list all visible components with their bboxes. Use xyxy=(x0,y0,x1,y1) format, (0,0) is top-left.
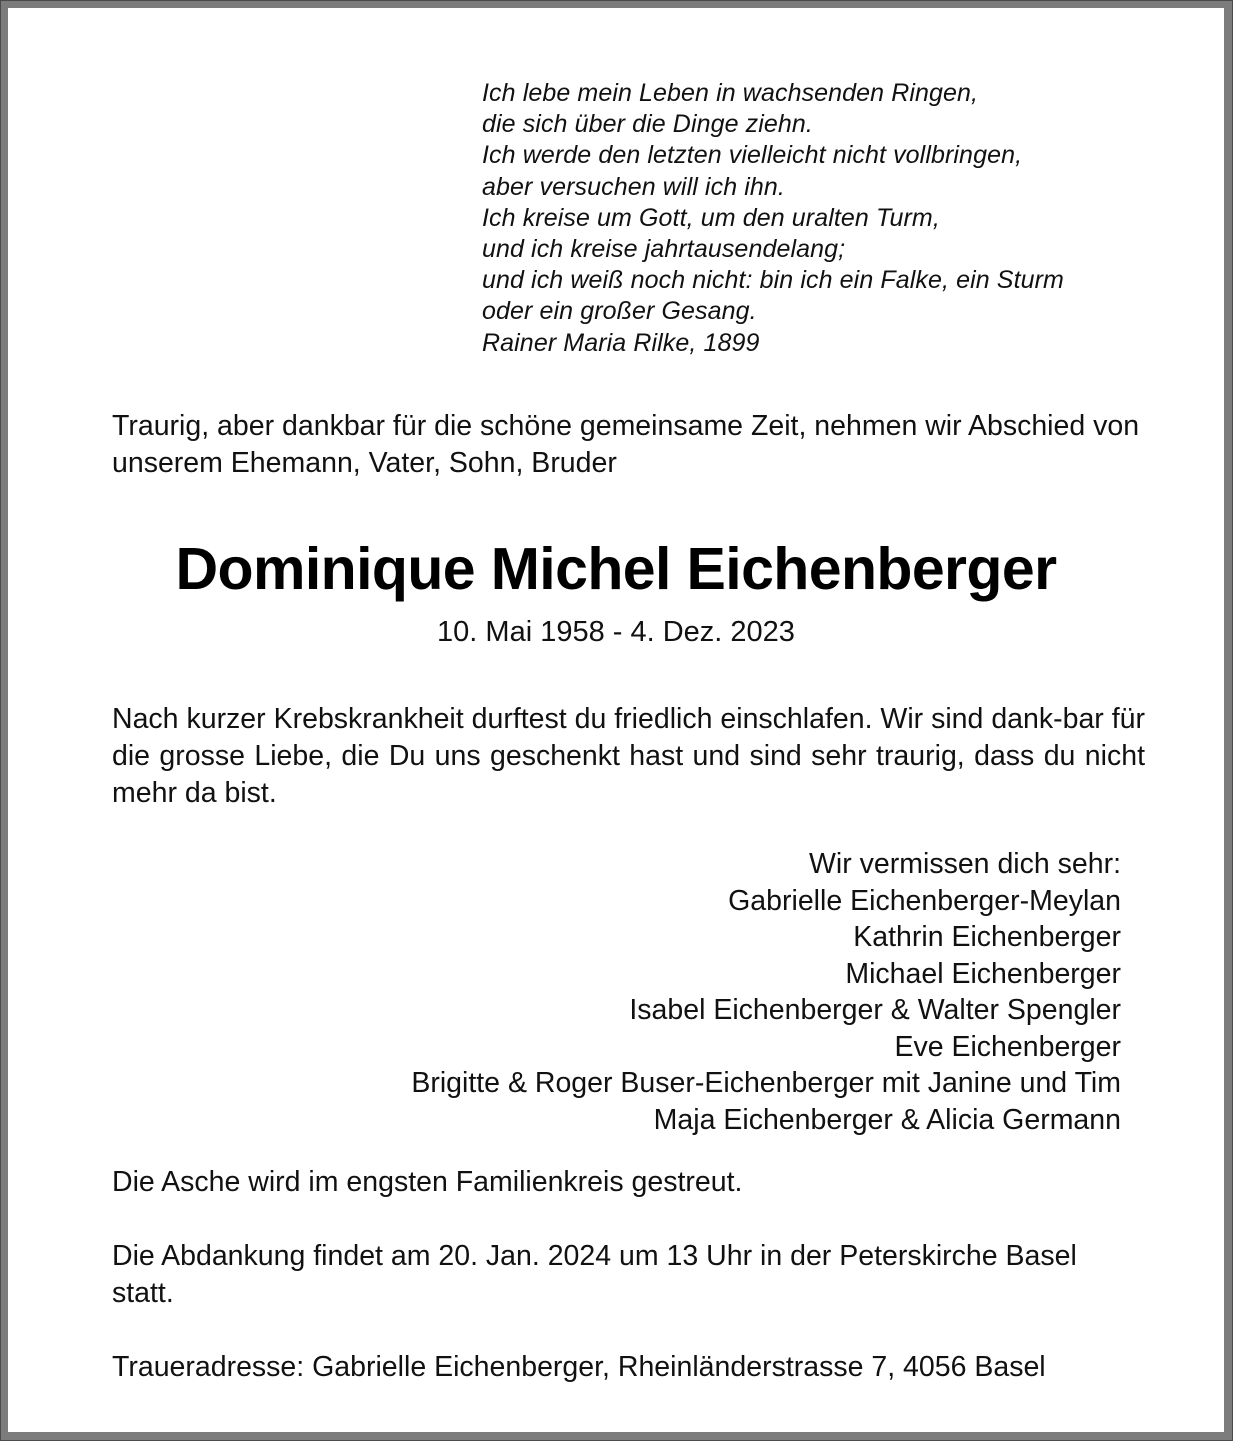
mourner-name: Eve Eichenberger xyxy=(894,1030,1121,1063)
mourner-name: Isabel Eichenberger & Walter Spengler xyxy=(629,994,1121,1026)
mourner-name: Gabrielle Eichenberger-Meylan xyxy=(728,884,1121,917)
poem-line-2: die sich über die Dinge ziehn. xyxy=(482,110,813,139)
mourner-name: Kathrin Eichenberger xyxy=(853,921,1121,953)
mourner-name: Michael Eichenberger xyxy=(845,957,1121,990)
poem-line-5: Ich kreise um Gott, um den uralten Turm, xyxy=(482,203,940,232)
poem-line-3: Ich werde den letzten vielleicht nicht vollbringen, xyxy=(482,141,1023,170)
poem-line-6: und ich kreise jahrtausendelang; xyxy=(482,235,846,264)
notice-inner xyxy=(8,8,1224,1432)
poem-line-4: aber versuchen will ich ihn. xyxy=(482,172,785,201)
poem-line-1: Ich lebe mein Leben in wachsenden Ringen, xyxy=(482,79,979,107)
mourners-heading: Wir vermissen dich sehr: xyxy=(809,848,1121,880)
intro-text: Traurig, aber dankbar für die schöne gemeinsame Zeit, nehmen wir Abschied von unserem Ehemann, Vater, Sohn, Bruder xyxy=(112,410,1140,479)
poem-line-8: oder ein großer Gesang. xyxy=(482,297,757,326)
mourner-name: Maja Eichenberger & Alicia Germann xyxy=(653,1103,1121,1136)
poem-attribution: Rainer Maria Rilke, 1899 xyxy=(482,328,760,357)
mourner-name: Brigitte & Roger Buser-Eichenberger mit Janine und Tim xyxy=(411,1067,1121,1099)
condolence-address: Traueradresse: Gabrielle Eichenberger, Rheinländerstrasse 7, 4056 Basel xyxy=(112,1351,1046,1383)
memorial-message: Nach kurzer Krebskrankheit durftest du friedlich einschlafen. Wir sind dank-bar für die grosse Liebe, die Du uns geschenkt hast und sind sehr traurig, dass du nicht mehr da bist. xyxy=(112,703,1145,809)
deceased-dates: 10. Mai 1958 - 4. Dez. 2023 xyxy=(437,616,795,648)
service-note: Die Abdankung findet am 20. Jan. 2024 um 13 Uhr in der Peterskirche Basel statt. xyxy=(112,1240,1077,1309)
ashes-note: Die Asche wird im engsten Familienkreis gestreut. xyxy=(112,1166,743,1198)
poem-block xyxy=(482,78,1064,359)
deceased-name: Dominique Michel Eichenberger xyxy=(175,536,1057,602)
poem-line-7: und ich weiß noch nicht: bin ich ein Falke, ein Sturm xyxy=(482,266,1064,295)
mourners-block xyxy=(411,846,1121,1138)
